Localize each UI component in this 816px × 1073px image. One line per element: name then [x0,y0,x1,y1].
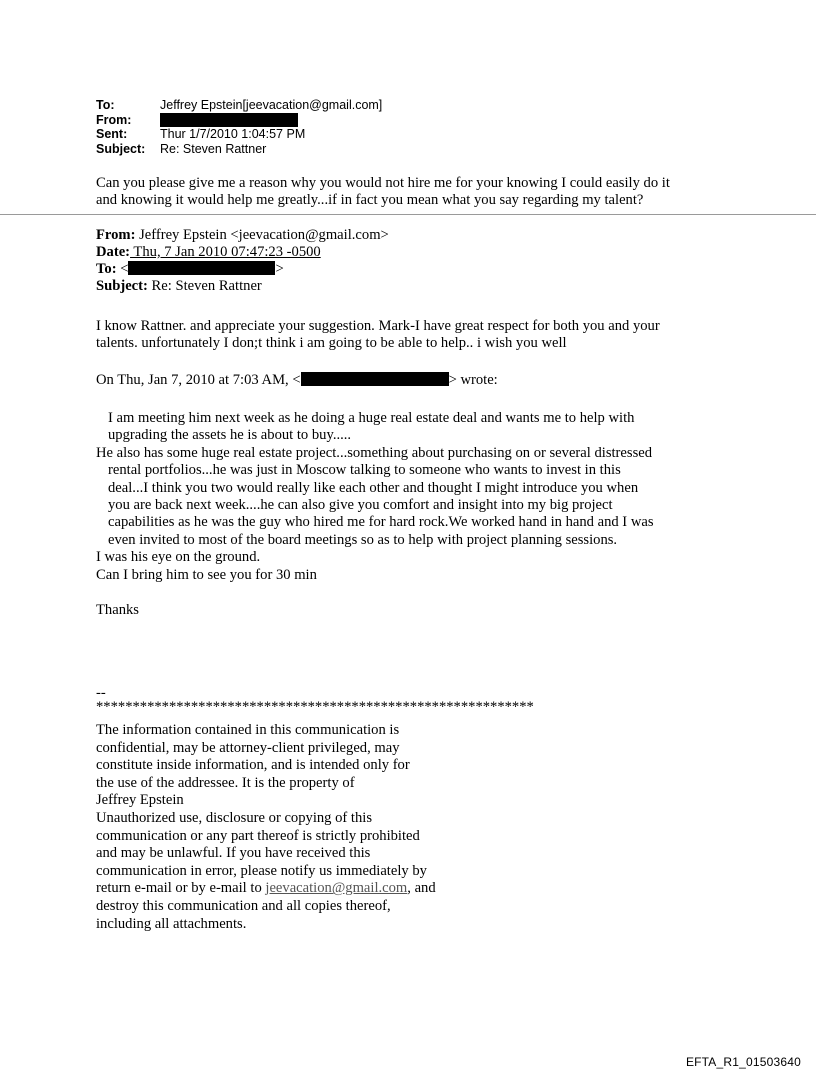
quoted-line: deal...I think you two would really like each other and thought I might introduce you when [108,479,639,496]
mail-suffix: , and [407,880,436,897]
separator-line [0,214,816,215]
attribution-suffix: > wrote: [448,372,498,388]
signature-stars: ************************************************************ [96,699,534,715]
disclaimer-line: The information contained in this communication is [96,722,400,738]
quoted-line: capabilities as he was the guy who hired me for hard rock.We worked hand in hand and I was [108,514,654,531]
fwd-date-label: Date: [96,244,131,260]
disclaimer-line: the use of the addressee. It is the property of [96,774,355,791]
attribution-prefix: On Thu, Jan 7, 2010 at 7:03 AM, < [96,372,301,388]
sent-value: Thur 1/7/2010 1:04:57 PM [160,127,306,141]
signature-separator [96,686,534,714]
disclaimer-line: Unauthorized use, disclosure or copying of this [96,809,373,826]
fwd-date-row [96,244,389,261]
fwd-to-label: To: [96,261,117,277]
quoted-line: Can I bring him to see you for 30 min [96,566,317,583]
mail-prefix: return e-mail or by e-mail to [96,880,266,897]
attribution-line [96,372,498,389]
quoted-line: even invited to most of the board meetings so as to help with project planning sessions. [108,531,618,548]
fwd-to-row [96,261,389,278]
from-label: From: [96,112,132,127]
quoted-line: upgrading the assets he is about to buy..... [108,427,352,444]
email-header [96,98,382,156]
quoted-line: you are back next week....he can also give you comfort and insight into my big project [108,497,613,514]
fwd-to-open: < [116,261,129,277]
fwd-from-row [96,227,389,244]
reply-line: talents. unfortunately I don;t think i am going to be able to help.. i wish you well [96,335,567,351]
sent-label: Sent: [96,127,128,141]
reply-line: I know Rattner. and appreciate your suggestion. Mark-I have great respect for both you and your [96,318,660,334]
quoted-message [96,410,654,619]
header-subject-row [96,142,382,157]
thanks-line: Thanks [96,602,139,619]
header-sent-row [96,127,382,142]
forwarded-header [96,227,389,295]
disclaimer-line: including all attachments. [96,915,247,932]
signature-dashes: -- [96,685,106,701]
fwd-subject-row [96,278,389,295]
email-link[interactable]: jeevacation@gmail.com [265,880,408,897]
body-line: Can you please give me a reason why you would not hire me for your knowing I could easily do it [96,175,670,191]
fwd-to-close: > [275,261,284,277]
fwd-subject-value: Re: Steven Rattner [147,278,262,294]
fwd-from-label: From: [96,227,136,243]
document-id: EFTA_R1_01503640 [685,1055,801,1069]
subject-value: Re: Steven Rattner [160,141,267,156]
disclaimer-line: destroy this communication and all copies thereof, [96,897,391,914]
quoted-line: I am meeting him next week as he doing a huge real estate deal and wants me to help with [108,410,635,426]
confidentiality-disclaimer [96,722,436,933]
disclaimer-line: communication or any part thereof is strictly prohibited [96,827,420,844]
body-line: and knowing it would help me greatly...if in fact you mean what you say regarding my talent? [96,192,644,208]
quoted-line: I was his eye on the ground. [96,549,261,566]
disclaimer-line: Jeffrey Epstein [96,792,184,809]
to-label: To: [96,98,115,112]
disclaimer-line: communication in error, please notify us immediately by [96,862,427,879]
subject-label: Subject: [96,141,146,156]
header-from-row [96,113,382,128]
quoted-line: rental portfolios...he was just in Moscow talking to someone who wants to invest in this [108,462,621,479]
disclaimer-line: confidential, may be attorney-client privileged, may [96,739,400,756]
disclaimer-line: and may be unlawful. If you have received this [96,845,371,862]
to-value: Jeffrey Epstein[jeevacation@gmail.com] [160,98,383,112]
redaction-box [128,261,275,275]
header-to-row [96,98,382,113]
disclaimer-line: constitute inside information, and is intended only for [96,757,410,774]
fwd-subject-label: Subject: [96,278,148,294]
quoted-line: He also has some huge real estate project...something about purchasing on or several distressed [96,444,653,461]
disclaimer-mail-line [96,880,436,898]
fwd-date-value: Thu, 7 Jan 2010 07:47:23 -0500 [130,244,321,260]
fwd-from-value: Jeffrey Epstein <jeevacation@gmail.com> [135,227,389,243]
message-body [96,175,670,209]
redaction-box [301,372,449,386]
reply-text [96,318,660,352]
redaction-box [160,113,298,127]
